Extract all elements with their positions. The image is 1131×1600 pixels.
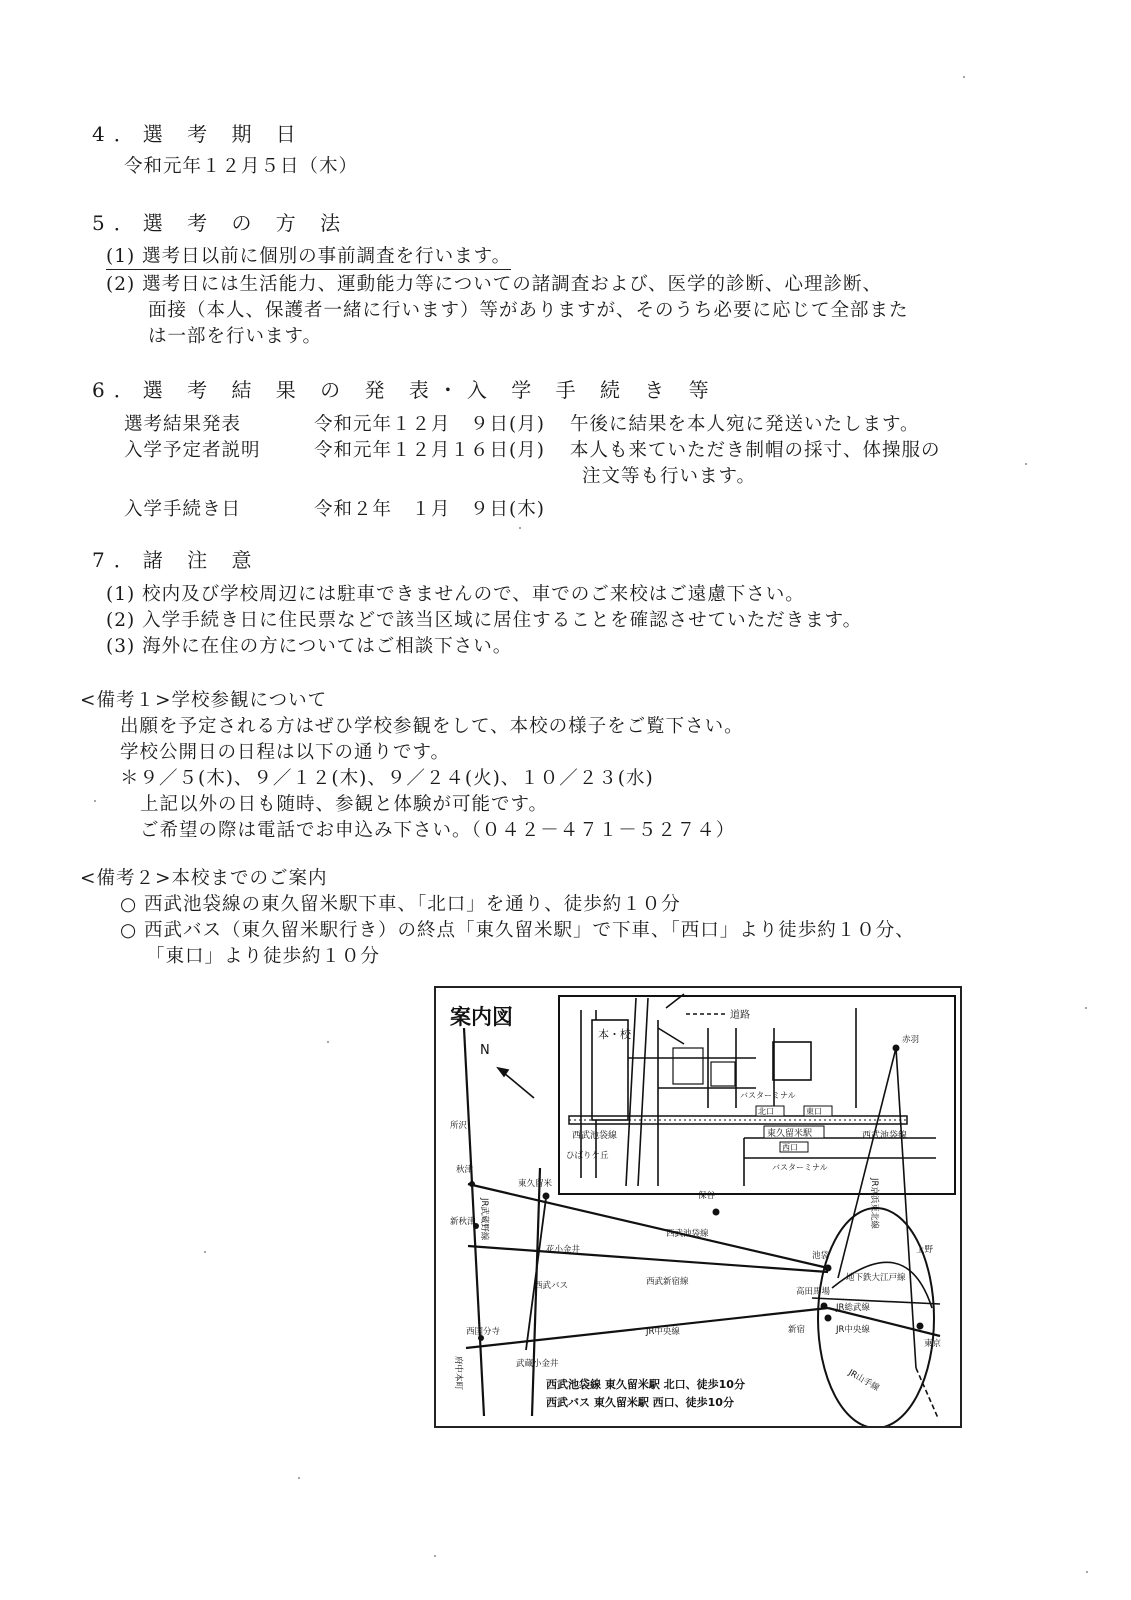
- map-footer-bus: 西武バス 東久留米駅 西口、徒歩10分: [546, 1396, 734, 1409]
- scan-speck: [204, 1251, 206, 1253]
- notice-item-1: (1) 校内及び学校周辺には駐車できませんので、車でのご来校はご遠慮下さい。: [106, 584, 805, 605]
- schedule-date-results: 令和元年１２月 ９日(月): [314, 414, 545, 435]
- building-3: [773, 1042, 811, 1080]
- east-exit-label: 東口: [806, 1107, 822, 1116]
- label-ikebukuro: 池袋: [812, 1251, 830, 1261]
- schedule-date-enrollment: 令和２年 １月 ９日(木): [314, 499, 545, 520]
- guide-map-drawing: [436, 988, 960, 1426]
- label-shinjuku-line: 西武新宿線: [646, 1277, 689, 1287]
- guide-map: [434, 986, 962, 1428]
- scan-speck: [1085, 1007, 1087, 1009]
- building-1: [673, 1048, 703, 1084]
- label-hibarigaoka: ひばりケ丘: [566, 1151, 609, 1161]
- note-1-line-2: 学校公開日の日程は以下の通りです。: [120, 742, 451, 763]
- note-1-line-1: 出願を予定される方はぜひ学校参観をして、本校の様子をご覧下さい。: [120, 716, 744, 737]
- schedule-label-results: 選考結果発表: [124, 414, 242, 435]
- label-chuo-line-east: JR中央線: [836, 1325, 870, 1335]
- west-exit-label: 西口: [782, 1143, 798, 1152]
- label-takadanobaba: 高田馬場: [796, 1287, 831, 1297]
- legend-road-label: 道路: [730, 1010, 750, 1021]
- note-1-phone: ご希望の際は電話でお申込み下さい。（０４２－４７１－５２７４）: [140, 820, 736, 841]
- schedule-note-briefing: 本人も来ていただき制帽の採寸、体操服の: [570, 440, 941, 461]
- label-ikebukuro-line: 西武池袋線: [666, 1229, 709, 1239]
- north-exit-label: 北口: [758, 1107, 774, 1116]
- scan-speck: [1025, 463, 1027, 465]
- label-shinjuku: 新宿: [788, 1325, 806, 1335]
- label-tokorozawa: 所沢: [450, 1121, 468, 1131]
- note-2-bus-route-cont: 「東口」より徒歩約１０分: [146, 946, 381, 967]
- label-sobu-line: JR総武線: [836, 1303, 870, 1313]
- notice-item-2: (2) 入学手続き日に住民票などで該当区域に居住することを確認させていただきます。: [106, 610, 863, 631]
- method-item-2-line-2: 面接（本人、保護者一緒に行います）等がありますが、そのうち必要に応じて全部また: [148, 300, 909, 321]
- section-7-heading: 7．諸 注 意: [92, 548, 261, 572]
- rail-ties: [466, 1184, 828, 1348]
- label-hoya: 保谷: [698, 1191, 716, 1201]
- inset-line-label-left: 西武池袋線: [572, 1131, 618, 1141]
- label-shinakitsu: 新秋津: [450, 1217, 476, 1227]
- method-item-2-line-3: は一部を行います。: [148, 326, 323, 347]
- section-6-heading: 6．選 考 結 果 の 発 表・入 学 手 続 き 等: [92, 378, 718, 402]
- scan-speck: [519, 527, 521, 529]
- section-5-heading: 5．選 考 の 方 法: [92, 211, 350, 235]
- schedule-date-briefing: 令和元年１２月１６日(月): [314, 440, 545, 461]
- bus-terminal-north-label: バスターミナル: [740, 1091, 796, 1100]
- inset-roads: [581, 994, 936, 1186]
- label-musashino-line: JR武蔵野線: [479, 1198, 489, 1241]
- note-1-heading: <備考１>学校参観について: [80, 690, 328, 711]
- school-label: 本・校: [598, 1028, 631, 1041]
- scan-speck: [434, 1555, 436, 1557]
- note-1-open-days: ＊９／５(木)、９／１２(木)、９／２４(火)、１０／２３(水): [120, 768, 654, 789]
- scan-speck: [327, 1041, 329, 1043]
- schedule-label-enrollment: 入学手続き日: [124, 499, 242, 520]
- label-oedo: 地下鉄大江戸線: [846, 1273, 906, 1283]
- svg-text:N: N: [480, 1043, 490, 1058]
- label-tokyo: 東京: [924, 1339, 942, 1349]
- label-ueno: 上野: [916, 1245, 934, 1255]
- method-item-2-line-1: (2) 選考日には生活能力、運動能力等についての諸調査および、医学的診断、心理診断、: [106, 274, 882, 295]
- label-nishikokubunji: 西国分寺: [466, 1327, 501, 1337]
- schedule-note-briefing-cont: 注文等も行います。: [582, 466, 757, 487]
- label-fuchu: 府中本町: [453, 1356, 463, 1391]
- note-2-heading: <備考２>本校までのご案内: [80, 868, 328, 889]
- scan-speck: [298, 1477, 300, 1479]
- label-keihin: JR京浜東北線: [869, 1178, 879, 1229]
- label-higashikurume: 東久留米: [518, 1179, 553, 1189]
- bus-terminal-south-label: バスターミナル: [772, 1163, 828, 1172]
- section-4-heading: 4．選 考 期 日: [92, 122, 305, 146]
- north-arrow-icon: [480, 1043, 534, 1098]
- label-akitsu: 秋津: [456, 1165, 474, 1175]
- scan-speck: [963, 76, 965, 78]
- map-title: 案内図: [450, 1005, 513, 1029]
- label-yamanote: JR山手線: [846, 1367, 881, 1394]
- scan-speck: [1086, 1571, 1088, 1573]
- scan-speck: [94, 800, 96, 802]
- note-2-train-route: ○ 西武池袋線の東久留米駅下車、「北口」を通り、徒歩約１０分: [120, 894, 681, 915]
- building-2: [711, 1062, 735, 1086]
- bus-route: [526, 1198, 546, 1350]
- station-label: 東久留米駅: [767, 1129, 813, 1139]
- note-2-bus-route: ○ 西武バス（東久留米駅行き）の終点「東久留米駅」で下車、「西口」より徒歩約１０分、: [120, 920, 915, 941]
- selection-date: 令和元年１２月５日（木）: [124, 156, 359, 177]
- schedule-label-briefing: 入学予定者説明: [124, 440, 261, 461]
- label-akabane: 赤羽: [902, 1035, 920, 1045]
- notice-item-3: (3) 海外に在住の方についてはご相談下さい。: [106, 636, 513, 657]
- note-1-line-4: 上記以外の日も随時、参観と体験が可能です。: [140, 794, 549, 815]
- label-hanakoganei: 花小金井: [546, 1245, 581, 1255]
- schedule-note-results: 午後に結果を本人宛に発送いたします。: [570, 414, 920, 435]
- label-chuo-line: JR中央線: [646, 1327, 680, 1337]
- label-seibu-bus: 西武バス: [534, 1281, 569, 1291]
- inset-line-label-right: 西武池袋線: [862, 1131, 908, 1141]
- method-item-1: (1) 選考日以前に個別の事前調査を行います。: [106, 242, 511, 270]
- label-musashikoganei: 武蔵小金井: [516, 1359, 559, 1369]
- map-footer-train: 西武池袋線 東久留米駅 北口、徒歩10分: [546, 1378, 745, 1391]
